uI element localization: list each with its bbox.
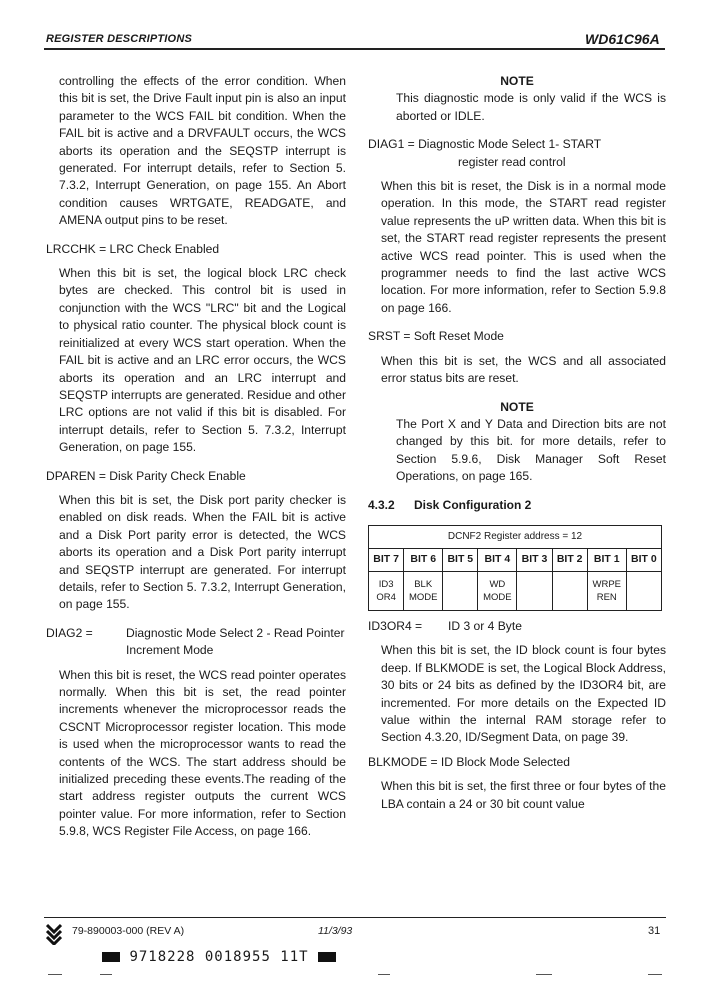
register-bit-value: [478, 571, 517, 610]
footer-date: 11/3/93: [318, 925, 353, 937]
barcode-block-left: [102, 952, 120, 962]
register-bit-value: [552, 571, 587, 610]
register-bit-value-line: ID3: [378, 578, 394, 590]
definition-diag1-continued: register read control: [458, 154, 566, 169]
footer-rule: [44, 917, 666, 918]
paragraph-blkmode: When this bit is set, the first three or four bytes of the LBA contain a 24 or 30 bit count value: [381, 779, 666, 811]
definition-dparen: DPAREN = Disk Parity Check Enable: [46, 468, 246, 483]
section-title: Disk Configuration 2: [414, 497, 532, 512]
scan-mark: [648, 974, 662, 975]
register-bit-value: [517, 571, 552, 610]
definition-srst: SRST = Soft Reset Mode: [368, 329, 504, 344]
register-bit-value: [443, 571, 478, 610]
paragraph-error-condition: controlling the effects of the error condition. When this bit is set, the Drive Fault input pin is also an input parameter to the WCS FAIL bit condition. When the FAIL bit is active and a DRVFAULT occurs, the WCS aborts its operation and the SEQSTP interrupt is generated. For interrupt details, refer to Section 5. 7.3.2, Interrupt Generation, on page 155. An Abort condition causes WRTGATE, READGATE, and AMENA output pins to be reset.: [59, 74, 346, 228]
scan-barcode: [102, 949, 336, 965]
definition-id3or4: [368, 618, 666, 635]
register-bit-value-line: MODE: [483, 591, 512, 603]
definition-diag1: DIAG1 = Diagnostic Mode Select 1- START: [368, 137, 602, 152]
register-table-caption: DCNF2 Register address = 12: [369, 525, 662, 548]
barcode-text: 9718228 0018955 11T: [129, 949, 309, 965]
scan-mark: [100, 974, 112, 975]
paragraph-srst: When this bit is set, the WCS and all associated error status bits are reset.: [381, 353, 666, 386]
register-bit-value-line: OR4: [376, 591, 396, 603]
register-bit-value-line: WD: [489, 578, 506, 590]
paragraph-lrcchk: When this bit is set, the logical block LRC check bytes are checked. This control bit is used in conjunction with the WCS "LRC" bit and the Logical to physical ratio counter. The physical block count is reinitialized at every WCS start operation. When the FAIL bit is active and an LRC error occurs, the WCS aborts its operation and an LRC interrupt and SEQSTP interrupts are generated. Residue and other LRC options are not valid if this bit is disabled. For interrupt details, refer to Section 5. 7.3.2, Interrupt Generation, on page 155.: [59, 266, 346, 455]
note-text-2: The Port X and Y Data and Direction bits are not changed by this bit. for more details, refer to Section 5.9.6, Disk Manager Soft Reset Operations, on page 165.: [396, 416, 666, 484]
register-table: [368, 525, 662, 611]
definition-diag2: [46, 625, 346, 660]
scan-mark: [378, 974, 390, 975]
definition-diag2-label: DIAG2 =: [46, 625, 93, 640]
footer-doc-number: 79-890003-000 (REV A): [72, 925, 185, 937]
register-bit-header: BIT 1: [587, 548, 626, 571]
note-heading-1: NOTE: [500, 74, 534, 88]
register-bit-header: BIT 2: [552, 548, 587, 571]
register-bit-value-line: REN: [596, 591, 617, 603]
register-bit-header: BIT 6: [404, 548, 443, 571]
register-bit-header: BIT 5: [443, 548, 478, 571]
register-bit-header: BIT 4: [478, 548, 517, 571]
right-column: [368, 73, 666, 813]
section-number: 4.3.2: [368, 497, 395, 512]
definition-id3or4-label: ID3OR4 =: [368, 618, 423, 633]
definition-id3or4-text: ID 3 or 4 Byte: [448, 618, 522, 633]
paragraph-id3or4: When this bit is set, the ID block count is four bytes deep. If BLKMODE is set, the Logical Block Address, 30 bits or 24 bits as defined by the ID3OR4 bit, are incremented. For more details on the Expected ID value within the internal RAM storage refer to Section 4.3.20, ID/Segment Data, on page 39.: [381, 643, 666, 745]
register-bit-value-line: BLK: [414, 578, 433, 590]
definition-blkmode: BLKMODE = ID Block Mode Selected: [368, 754, 570, 769]
paragraph-diag2: When this bit is reset, the WCS read pointer operates normally. When this bit is set, the read pointer increments whenever the microprocessor reads the CSCNT Microprocessor register location. This mode is used when the microprocessor wants to read the contents of the WCS. The start address should be initialized preceding these events.The reading of the start address register outputs the current WCS pointer value. For more information, refer to Section 5.9.8, WCS Register File Access, on page 166.: [59, 667, 346, 839]
definition-diag2-text: Diagnostic Mode Select 2 - Read Pointer Increment Mode: [126, 625, 345, 658]
register-bit-value-line: MODE: [408, 591, 438, 603]
company-logo-icon: [46, 923, 62, 945]
footer-page-number: 31: [648, 925, 661, 937]
barcode-block-right: [318, 952, 336, 962]
scan-mark: [48, 974, 62, 975]
register-bit-header: BIT 3: [517, 548, 552, 571]
running-header-section: REGISTER DESCRIPTIONS: [46, 33, 192, 45]
left-column: [46, 73, 346, 841]
register-bit-header: BIT 7: [369, 548, 404, 571]
register-bit-value: [369, 571, 404, 610]
header-rule: [44, 48, 665, 50]
paragraph-diag1: When this bit is reset, the Disk is in a normal mode operation. In this mode, the START read register value represents the uP written data. When this bit is set, the START read register represents the present active WCS read pointer. This is used when the programmer needs to find the last active WCS location. For more information, refer to Section 5.9.8 on page 166.: [381, 179, 666, 315]
section-heading: [368, 497, 666, 514]
paragraph-dparen: When this bit is set, the Disk port parity checker is enabled on disk reads. When the FAIL bit is active and a Disk Port parity error is detected, the WCS aborts its operation and a Disk Port parity interrupt and SEQSTP interrupt are generated. For interrupt details, refer to Section 5. 7.3.2, Interrupt Generation, on page 155.: [59, 492, 346, 612]
note-heading-2: NOTE: [500, 399, 534, 414]
register-bit-header: BIT 0: [626, 548, 661, 571]
register-bit-value: [404, 571, 443, 610]
scan-mark: [536, 974, 552, 975]
register-bit-value-line: WRPE: [592, 578, 621, 590]
register-bit-value: [587, 571, 626, 610]
running-header-part-number: WD61C96A: [585, 31, 660, 47]
note-text-1: This diagnostic mode is only valid if the WCS is aborted or IDLE.: [396, 91, 666, 123]
register-bit-value: [626, 571, 661, 610]
definition-lrcchk: LRCCHK = LRC Check Enabled: [46, 241, 220, 256]
